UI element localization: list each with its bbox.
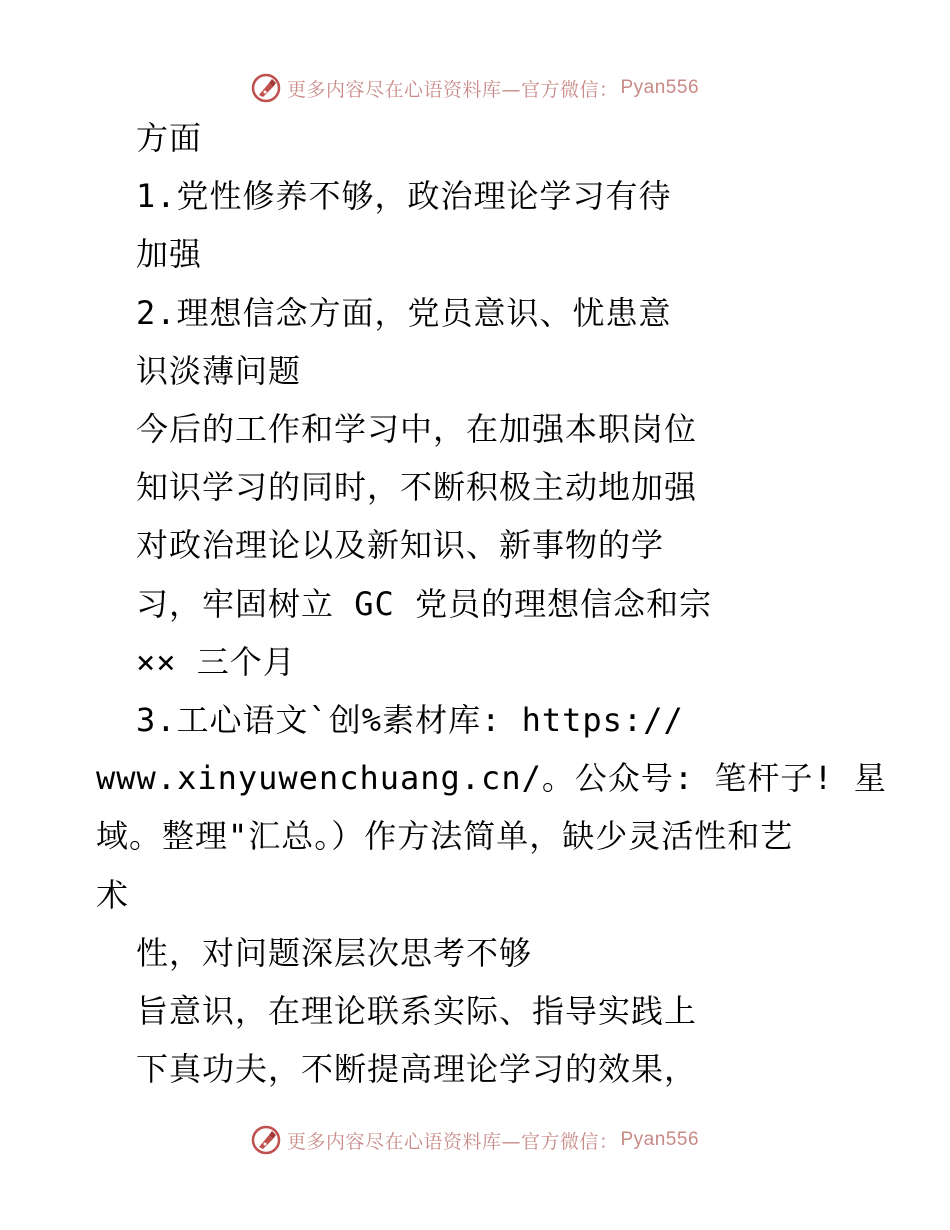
document-line: 术 (96, 875, 130, 914)
document-line: 域。整理"汇总。）作方法简单，缺少灵活性和艺 (96, 817, 794, 856)
watermark-handle: Pyan556 (620, 1129, 700, 1150)
document-line: 性，对问题深层次思考不够 (136, 933, 533, 972)
document-line: 旨意识，在理论联系实际、指导实践上 (136, 992, 698, 1030)
document-line: 识淡薄问题 (136, 351, 302, 390)
watermark-text: 更多内容尽在心语资料库—官方微信： (286, 1130, 619, 1153)
header-watermark (0, 68, 950, 108)
document-line: 习，牢固树立 GC 党员的理想信念和宗 (136, 584, 713, 623)
watermark-text: 更多内容尽在心语资料库—官方微信： (286, 78, 619, 101)
document-line: 方面 (136, 119, 203, 157)
footer-watermark (0, 1120, 950, 1160)
document-line: 加强 (136, 235, 203, 274)
pen-nib-logo-icon (251, 73, 281, 103)
document-line: 知识学习的同时，不断积极主动地加强 (136, 468, 698, 507)
document-line: ×× 三个月 (136, 642, 296, 681)
document-line: 下真功夫，不断提高理论学习的效果， (136, 1050, 698, 1089)
document-line: 3.工心语文`创%素材库: https:// (136, 701, 684, 739)
document-line: 对政治理论以及新知识、新事物的学 (136, 526, 665, 565)
document-line: www.xinyuwenchuang.cn/。公众号: 笔杆子! 星 (96, 759, 887, 798)
pen-nib-logo-icon (251, 1125, 281, 1155)
document-line: 2.理想信念方面，党员意识、忧患意 (136, 293, 672, 332)
watermark-handle: Pyan556 (620, 77, 700, 98)
document-line: 今后的工作和学习中，在加强本职岗位 (136, 410, 698, 448)
document-line: 1.党性修养不够，政治理论学习有待 (136, 177, 672, 216)
